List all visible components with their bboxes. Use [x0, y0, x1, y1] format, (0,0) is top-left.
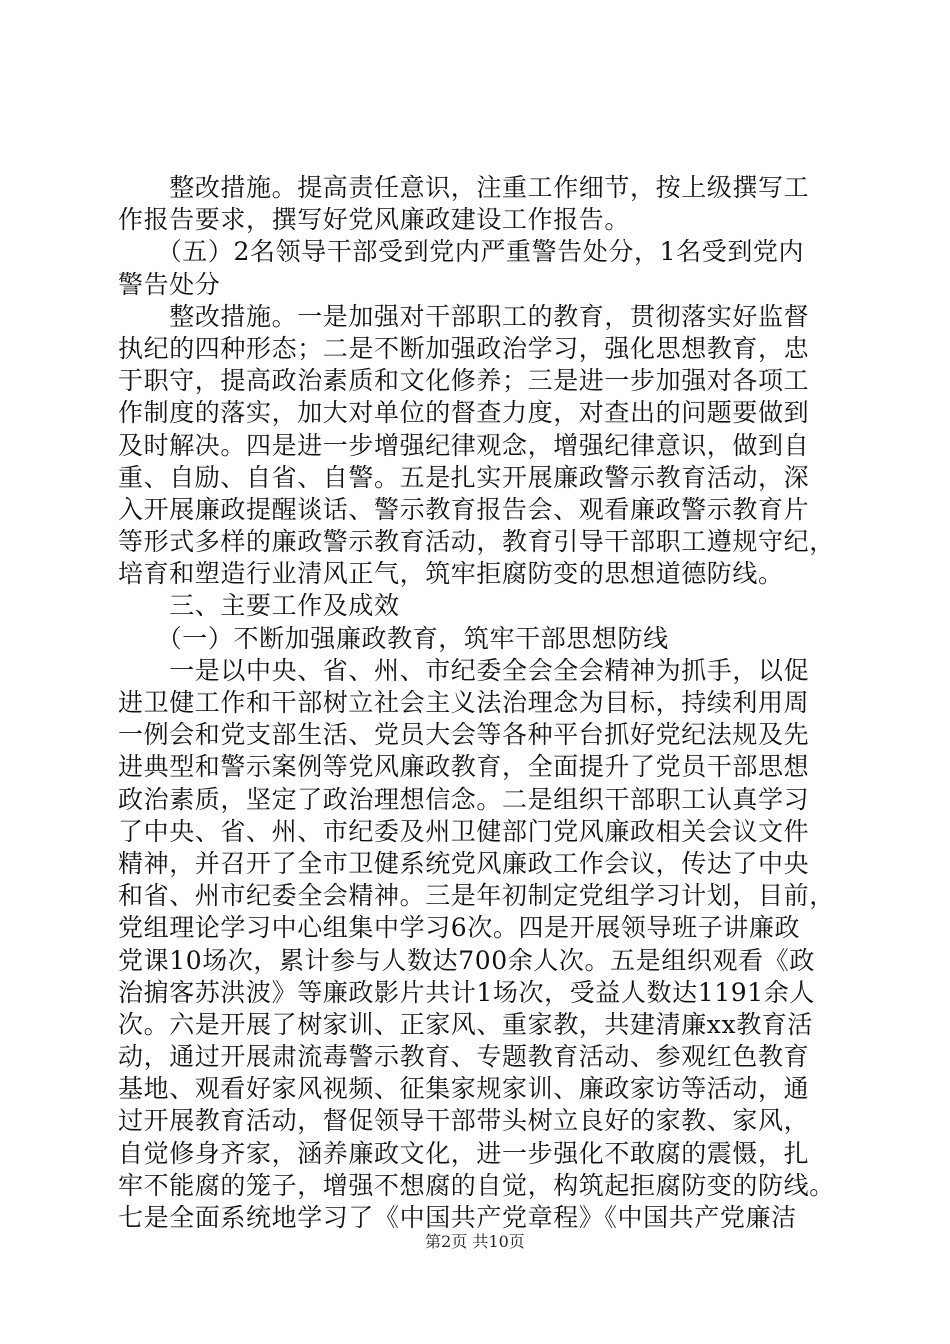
- text-line-17: 进卫健工作和干部树立社会主义法治理念为目标，持续利用周: [118, 688, 810, 717]
- subsection-heading-1: （一）不断加强廉政教育，筑牢干部思想防线: [118, 623, 669, 653]
- text-line-11: 入开展廉政提醒谈话、警示教育报告会、观看廉政警示教育片: [118, 494, 810, 524]
- text-line-7: 于职守，提高政治素质和文化修养；三是进一步加强对各项工: [118, 366, 810, 396]
- text-line-28: 动，通过开展肃流毒警示教育、专题教育活动、参观红色教育: [118, 1042, 810, 1072]
- text-line-9: 及时解决。四是进一步增强纪律观念，增强纪律意识，做到自: [118, 430, 810, 460]
- text-line-19: 进典型和警示案例等党风廉政教育，全面提升了党员干部思想: [118, 752, 810, 782]
- text-line-30: 过开展教育活动，督促领导干部带头树立良好的家教、家风，: [118, 1106, 810, 1136]
- text-line-6: 执纪的四种形态；二是不断加强政治学习，强化思想教育，忠: [118, 333, 810, 363]
- text-line-5: 整改措施。一是加强对干部职工的教育，贯彻落实好监督: [118, 301, 810, 331]
- body-text: [118, 172, 838, 1234]
- text-line-24: 党组理论学习中心组集中学习6次。四是开展领导班子讲廉政: [118, 913, 801, 943]
- text-line-22: 精神，并召开了全市卫健系统党风廉政工作会议，传达了中央: [118, 848, 810, 878]
- text-line-12: 等形式多样的廉政警示教育活动，教育引导干部职工遵规守纪，: [118, 527, 835, 557]
- text-line-8: 作制度的落实，加大对单位的督查力度，对查出的问题要做到: [118, 398, 810, 428]
- text-line-26: 治掮客苏洪波》等廉政影片共计1场次，受益人数达1191余人: [118, 977, 815, 1007]
- text-line-29: 基地、观看好家风视频、征集家规家训、廉政家访等活动，通: [118, 1074, 810, 1104]
- text-line-32: 牢不能腐的笼子，增强不想腐的自觉，构筑起拒腐防变的防线。: [118, 1170, 835, 1200]
- text-line-23: 和省、州市纪委全会精神。三是年初制定党组学习计划，目前，: [118, 881, 835, 911]
- text-line-4: 警告处分: [118, 269, 221, 299]
- text-line-18: 一例会和党支部生活、党员大会等各种平台抓好党纪法规及先: [118, 720, 810, 750]
- text-line-10: 重、自励、自省、自警。五是扎实开展廉政警示教育活动，深: [118, 462, 810, 492]
- text-line-31: 自觉修身齐家，涵养廉政文化，进一步强化不敢腐的震慑，扎: [118, 1138, 810, 1168]
- section-heading-3: 三、主要工作及成效: [118, 591, 400, 621]
- text-line-16: 一是以中央、省、州、市纪委全会全会精神为抓手，以促: [118, 655, 810, 685]
- text-line-13: 培育和塑造行业清风正气，筑牢拒腐防变的思想道德防线。: [118, 559, 784, 589]
- text-line-27: 次。六是开展了树家训、正家风、重家教，共建清廉xx教育活: [118, 1009, 814, 1039]
- text-line-1: 整改措施。提高责任意识，注重工作细节，按上级撰写工: [118, 173, 810, 202]
- text-line-33: 七是全面系统地学习了《中国共产党章程》《中国共产党廉洁: [118, 1203, 797, 1232]
- page-number-footer: 第2页 共10页: [425, 1232, 525, 1251]
- text-line-3: （五）2名领导干部受到党内严重警告处分，1名受到党内: [118, 237, 805, 267]
- text-line-2: 作报告要求，撰写好党风廉政建设工作报告。: [118, 205, 631, 235]
- text-line-25: 党课10场次，累计参与人数达700余人次。五是组织观看《政: [118, 945, 815, 975]
- text-line-21: 了中央、省、州、市纪委及州卫健部门党风廉政相关会议文件: [118, 816, 810, 846]
- text-line-20: 政治素质，坚定了政治理想信念。二是组织干部职工认真学习: [118, 784, 810, 814]
